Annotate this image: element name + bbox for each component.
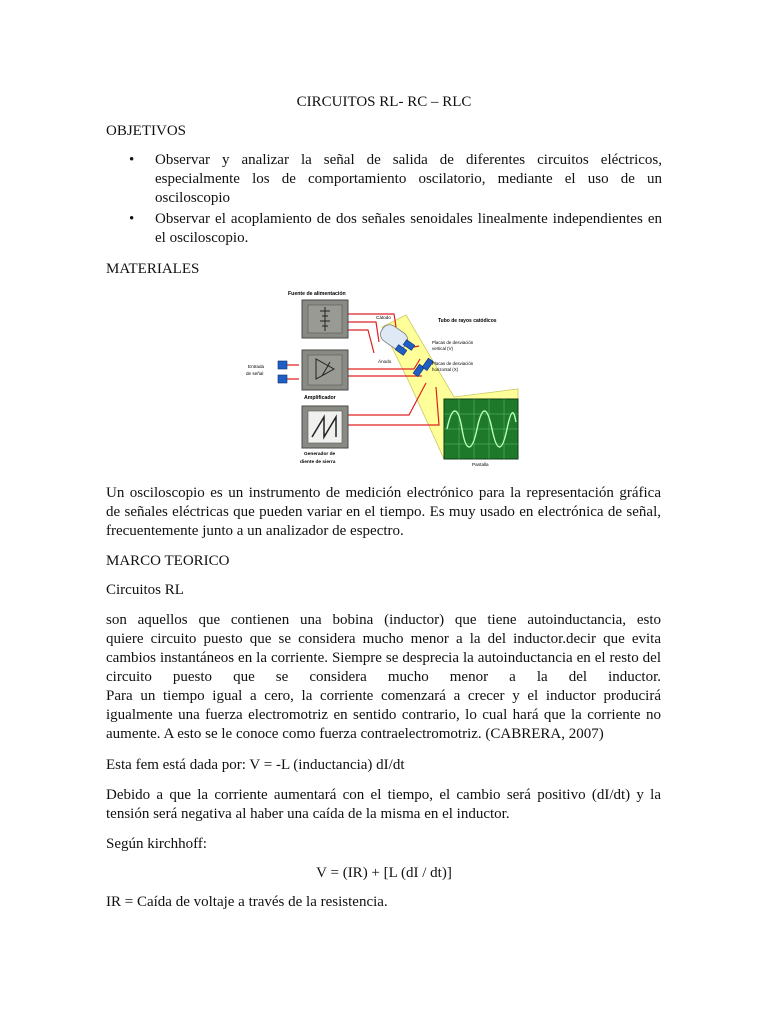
label-input-1: Entrada (248, 364, 265, 369)
objetivo-item: • Observar el acoplamiento de dos señales senoidales linealmente independientes en el osciloscopio. (129, 210, 662, 246)
objetivos-list (106, 151, 662, 249)
rl-paragraph-line: igualmente una fuerza electromotriz en sentido contrario, lo cual hará que la corriente no (106, 707, 661, 723)
fem-line: Esta fem está dada por: V = -L (inductancia) dI/dt (106, 757, 405, 773)
rl-paragraph-line: circuito puesto que se considera mucho menor a la del inductor. (106, 669, 661, 685)
label-hplates-1: Placas de desviación (432, 361, 474, 366)
label-screen: Pantalla (472, 462, 489, 467)
rl-paragraph-line: son aquellos que contienen una bobina (inductor) que tiene autoinductancia, esto (106, 612, 661, 628)
label-amplifier: Amplificador (304, 395, 336, 401)
label-cathode: Cátodo (376, 315, 391, 320)
document-title: CIRCUITOS RL- RC – RLC (296, 94, 472, 110)
label-power: Fuente de alimentación (288, 291, 346, 297)
materiales-paragraph-line: frecuentemente junto a un analizador de espectro. (106, 523, 404, 539)
rl-paragraph-line: Para un tiempo igual a cero, la corriente comenzará a crecer y el inductor producirá (106, 688, 661, 704)
objetivo-item: • Observar y analizar la señal de salida de diferentes circuitos eléctricos, especialmente los de comportamiento oscilatorio, mediante el uso de un osciloscopio (129, 152, 662, 207)
objetivos-heading: OBJETIVOS (106, 123, 187, 139)
ir-line: IR = Caída de voltaje a través de la resistencia. (106, 894, 388, 910)
materiales-heading: MATERIALES (106, 261, 200, 277)
debido-line: Debido a que la corriente aumentará con el tiempo, el cambio será positivo (dI/dt) y la (106, 787, 661, 803)
label-vplates-1: Placas de desviación (432, 340, 474, 345)
label-anode: Ánodo (378, 359, 392, 364)
materiales-paragraph-line: Un osciloscopio es un instrumento de medición electrónico para la representación gráfica (106, 485, 661, 501)
circuitos-rl-heading: Circuitos RL (106, 582, 184, 598)
bullet-icon: • (129, 152, 135, 168)
label-sawtooth-1: Generador de (304, 452, 336, 457)
label-tube: Tubo de rayos catódicos (438, 318, 497, 324)
materiales-paragraph-line: de señales eléctricas que pueden variar en el tiempo. Es muy usado en electrónica de señal, (106, 504, 661, 520)
rl-paragraph-line: quiere circuito puesto que se considera mucho menor a la del inductor.decir que evita (106, 631, 661, 647)
input-connector-icon (278, 361, 287, 369)
label-input-2: de señal (246, 371, 264, 376)
label-vplates-2: vertical (V) (432, 346, 453, 351)
input-connector-icon (278, 375, 287, 383)
debido-line: tensión será negativa al haber una caída de la misma en el inductor. (106, 806, 510, 822)
equation: V = (IR) + [L (dI / dt)] (316, 865, 452, 881)
bullet-icon: • (129, 210, 135, 227)
marco-heading: MARCO TEORICO (106, 553, 230, 569)
label-sawtooth-2: diente de sierra (300, 460, 336, 465)
label-hplates-2: horizontal (X) (432, 367, 459, 372)
rl-paragraph-line: aumente. A esto se le conoce como fuerza contraelectromotriz. (CABRERA, 2007) (106, 726, 604, 742)
oscilloscope-diagram (244, 287, 529, 470)
kirchhoff-line: Según kirchhoff: (106, 836, 207, 852)
rl-paragraph-line: cambios instantáneos en la corriente. Siempre se desprecia la autoinductancia en el resto del (106, 650, 661, 666)
